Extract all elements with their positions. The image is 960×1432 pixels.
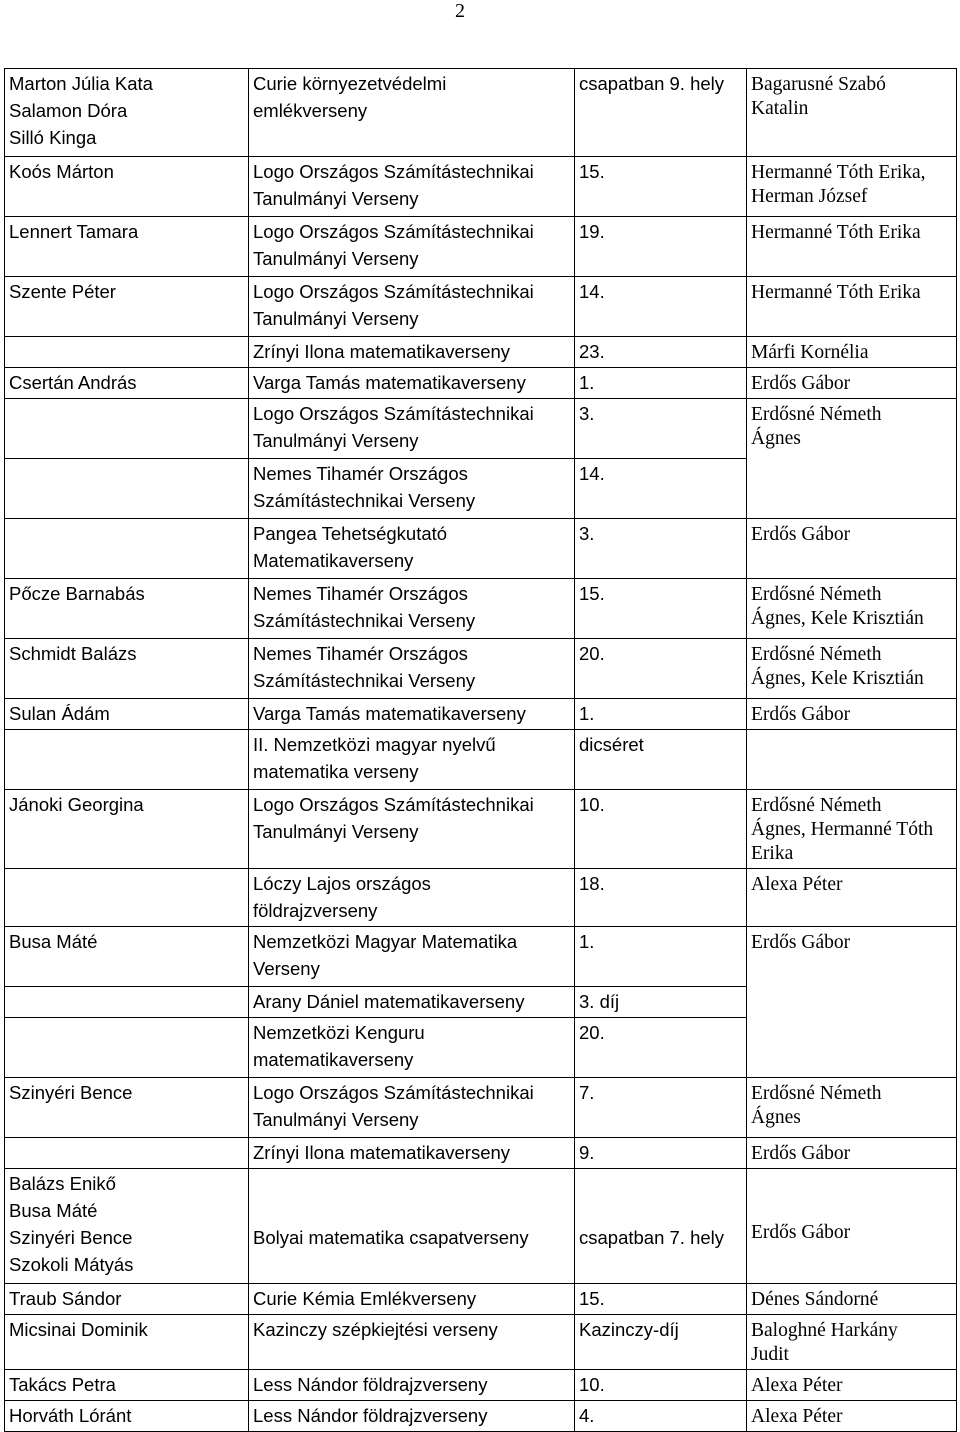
competition-line: Számítástechnikai Verseny	[253, 670, 476, 691]
teacher-cell	[747, 869, 957, 927]
student-name-line: Marton Júlia Kata	[9, 73, 153, 94]
result-line: 18.	[579, 873, 605, 894]
result-cell	[575, 1138, 747, 1169]
teacher-line: Ágnes, Hermanné Tóth	[751, 819, 934, 840]
teacher-line: Bagarusné Szabó	[751, 74, 886, 95]
competition-line	[253, 1251, 571, 1278]
competition-cell	[249, 1078, 575, 1138]
competition-line: Tanulmányi Verseny	[253, 1109, 419, 1130]
table-row	[5, 399, 957, 459]
competition-line: matematikaverseny	[253, 1049, 414, 1070]
competition-cell	[249, 1138, 575, 1169]
student-name-cell	[5, 1169, 249, 1284]
result-line: 15.	[579, 1288, 605, 1309]
result-cell	[575, 639, 747, 699]
result-cell	[575, 337, 747, 368]
teacher-cell	[747, 579, 957, 639]
result-cell	[575, 399, 747, 459]
competition-line: Tanulmányi Verseny	[253, 308, 419, 329]
table-row	[5, 1401, 957, 1432]
table-row	[5, 869, 957, 927]
teacher-line: Erdős Gábor	[751, 1143, 851, 1164]
student-name-line	[9, 400, 245, 427]
student-name-line: Szinyéri Bence	[9, 1227, 133, 1248]
result-line: dicséret	[579, 734, 644, 755]
student-name-line	[9, 988, 245, 1015]
competition-line: Kazinczy szépkiejtési verseny	[253, 1319, 498, 1340]
teacher-line	[751, 1173, 953, 1197]
competition-cell	[249, 69, 575, 157]
competition-line: Logo Országos Számítástechnikai	[253, 161, 534, 182]
result-line: 19.	[579, 221, 605, 242]
teacher-line: Erdős Gábor	[751, 932, 851, 953]
result-line: 14.	[579, 281, 605, 302]
teacher-line: Erdősné Németh	[751, 404, 882, 425]
teacher-cell	[747, 1370, 957, 1401]
result-line: csapatban 9. hely	[579, 73, 725, 94]
result-line: 1.	[579, 372, 595, 393]
table-row	[5, 217, 957, 277]
competition-line: Bolyai matematika csapatverseny	[253, 1227, 529, 1248]
teacher-cell	[747, 368, 957, 399]
teacher-line: Katalin	[751, 98, 809, 119]
teacher-cell	[747, 337, 957, 368]
teacher-cell	[747, 399, 957, 519]
competition-cell	[249, 699, 575, 730]
table-row	[5, 519, 957, 579]
teacher-line: Alexa Péter	[751, 1406, 843, 1427]
teacher-line: Erdős Gábor	[751, 524, 851, 545]
teacher-cell	[747, 277, 957, 337]
competition-line: Számítástechnikai Verseny	[253, 610, 476, 631]
student-name-cell	[5, 1370, 249, 1401]
teacher-line: Erdős Gábor	[751, 1222, 851, 1243]
competition-line	[253, 1170, 571, 1197]
teacher-cell	[747, 1401, 957, 1432]
competition-cell	[249, 869, 575, 927]
student-name-line	[9, 1019, 245, 1046]
competition-cell	[249, 987, 575, 1018]
result-line: 3. díj	[579, 991, 620, 1012]
result-line: 3.	[579, 523, 595, 544]
competition-line: Tanulmányi Verseny	[253, 188, 419, 209]
student-name-cell	[5, 459, 249, 519]
teacher-line: Erdős Gábor	[751, 704, 851, 725]
result-cell	[575, 157, 747, 217]
competition-line: Less Nándor földrajzverseny	[253, 1405, 488, 1426]
teacher-line: Alexa Péter	[751, 874, 843, 895]
student-name-cell	[5, 217, 249, 277]
teacher-cell	[747, 730, 957, 790]
student-name-line: Szokoli Mátyás	[9, 1254, 134, 1275]
teacher-line: Erdősné Németh	[751, 584, 882, 605]
student-name-line: Szinyéri Bence	[9, 1082, 133, 1103]
student-name-line	[9, 870, 245, 897]
competition-cell	[249, 368, 575, 399]
competition-line: Logo Országos Számítástechnikai	[253, 794, 534, 815]
student-name-cell	[5, 1284, 249, 1315]
competition-cell	[249, 639, 575, 699]
teacher-line	[751, 1245, 953, 1269]
competition-line: Logo Országos Számítástechnikai	[253, 1082, 534, 1103]
competition-line: Arany Dániel matematikaverseny	[253, 991, 525, 1012]
result-cell	[575, 579, 747, 639]
result-line	[579, 1170, 743, 1197]
table-row	[5, 337, 957, 368]
result-cell	[575, 699, 747, 730]
student-name-cell	[5, 730, 249, 790]
table-row	[5, 730, 957, 790]
competition-line: földrajzverseny	[253, 900, 378, 921]
competition-line: Zrínyi Ilona matematikaverseny	[253, 341, 511, 362]
result-line: 7.	[579, 1082, 595, 1103]
result-cell	[575, 217, 747, 277]
result-cell	[575, 69, 747, 157]
competition-line: Varga Tamás matematikaverseny	[253, 703, 526, 724]
student-name-cell	[5, 1018, 249, 1078]
result-cell	[575, 368, 747, 399]
competition-cell	[249, 790, 575, 869]
teacher-cell	[747, 1078, 957, 1138]
student-name-cell	[5, 337, 249, 368]
table-row	[5, 277, 957, 337]
competition-line: Nemzetközi Magyar Matematika	[253, 931, 518, 952]
table-row	[5, 1315, 957, 1370]
competition-line: Logo Országos Számítástechnikai	[253, 403, 534, 424]
teacher-line: Dénes Sándorné	[751, 1289, 879, 1310]
competition-cell	[249, 579, 575, 639]
student-name-line: Salamon Dóra	[9, 100, 128, 121]
student-name-line: Schmidt Balázs	[9, 643, 137, 664]
teacher-line: Erdős Gábor	[751, 373, 851, 394]
student-name-cell	[5, 399, 249, 459]
competition-line: Nemes Tihamér Országos	[253, 583, 468, 604]
student-name-line: Busa Máté	[9, 931, 98, 952]
teacher-line: Hermanné Tóth Erika,	[751, 162, 926, 183]
teacher-cell	[747, 1169, 957, 1284]
student-name-cell	[5, 69, 249, 157]
result-line: 3.	[579, 403, 595, 424]
student-name-line: Sulan Ádám	[9, 703, 110, 724]
competition-line: emlékverseny	[253, 100, 368, 121]
competition-line: Lóczy Lajos országos	[253, 873, 431, 894]
teacher-line	[751, 734, 953, 758]
competition-cell	[249, 1401, 575, 1432]
student-name-line: Pőcze Barnabás	[9, 583, 145, 604]
student-name-cell	[5, 157, 249, 217]
result-line: 9.	[579, 1142, 595, 1163]
table-row	[5, 1370, 957, 1401]
student-name-cell	[5, 869, 249, 927]
teacher-cell	[747, 927, 957, 1078]
student-name-cell	[5, 1401, 249, 1432]
competition-cell	[249, 1370, 575, 1401]
competition-cell	[249, 277, 575, 337]
teacher-line: Márfi Kornélia	[751, 342, 869, 363]
student-name-line	[9, 731, 245, 758]
teacher-line: Erdősné Németh	[751, 795, 882, 816]
table-row	[5, 1138, 957, 1169]
competition-line: Nemes Tihamér Országos	[253, 463, 468, 484]
result-cell	[575, 1315, 747, 1370]
competition-cell	[249, 337, 575, 368]
teacher-cell	[747, 639, 957, 699]
result-line: 1.	[579, 931, 595, 952]
result-cell	[575, 790, 747, 869]
table-row	[5, 69, 957, 157]
table-row	[5, 1169, 957, 1284]
competition-line	[253, 1197, 571, 1224]
student-name-line: Takács Petra	[9, 1374, 116, 1395]
student-name-line: Micsinai Dominik	[9, 1319, 148, 1340]
result-cell	[575, 277, 747, 337]
student-name-line: Lennert Tamara	[9, 221, 139, 242]
competition-line: Tanulmányi Verseny	[253, 821, 419, 842]
table-row	[5, 368, 957, 399]
teacher-cell	[747, 69, 957, 157]
teacher-line: Baloghné Harkány	[751, 1320, 898, 1341]
student-name-cell	[5, 579, 249, 639]
results-table-body	[5, 69, 957, 1432]
result-line: 15.	[579, 583, 605, 604]
competition-cell	[249, 730, 575, 790]
competition-cell	[249, 1315, 575, 1370]
student-name-cell	[5, 699, 249, 730]
teacher-line: Erika	[751, 843, 794, 864]
table-row	[5, 927, 957, 987]
result-cell	[575, 1284, 747, 1315]
competition-line: Tanulmányi Verseny	[253, 430, 419, 451]
teacher-line: Alexa Péter	[751, 1375, 843, 1396]
teacher-cell	[747, 1315, 957, 1370]
result-cell	[575, 519, 747, 579]
teacher-line: Erdősné Németh	[751, 1083, 882, 1104]
student-name-line: Horváth Lóránt	[9, 1405, 132, 1426]
result-cell	[575, 730, 747, 790]
table-row	[5, 699, 957, 730]
competition-line: Less Nándor földrajzverseny	[253, 1374, 488, 1395]
student-name-cell	[5, 519, 249, 579]
competition-cell	[249, 157, 575, 217]
result-line: 10.	[579, 1374, 605, 1395]
result-line: 23.	[579, 341, 605, 362]
student-name-line	[9, 338, 245, 365]
student-name-line: Koós Márton	[9, 161, 114, 182]
result-cell	[575, 459, 747, 519]
teacher-cell	[747, 699, 957, 730]
result-line: 20.	[579, 1022, 605, 1043]
competition-cell	[249, 519, 575, 579]
teacher-line: Ágnes	[751, 428, 801, 449]
student-name-line: Silló Kinga	[9, 127, 97, 148]
competition-line: Verseny	[253, 958, 320, 979]
student-name-line: Jánoki Georgina	[9, 794, 144, 815]
table-row	[5, 1078, 957, 1138]
teacher-line: Ágnes, Kele Krisztián	[751, 608, 924, 629]
competition-cell	[249, 399, 575, 459]
student-name-line	[9, 520, 245, 547]
competition-line: Logo Országos Számítástechnikai	[253, 221, 534, 242]
teacher-line: Herman József	[751, 186, 868, 207]
student-name-cell	[5, 927, 249, 987]
student-name-line	[9, 460, 245, 487]
result-line: 20.	[579, 643, 605, 664]
teacher-line: Ágnes	[751, 1107, 801, 1128]
table-row	[5, 157, 957, 217]
competition-cell	[249, 1169, 575, 1284]
competition-line: Matematikaverseny	[253, 550, 414, 571]
result-line: 14.	[579, 463, 605, 484]
teacher-line: Judit	[751, 1344, 789, 1365]
student-name-line: Busa Máté	[9, 1200, 98, 1221]
table-row	[5, 639, 957, 699]
teacher-line	[751, 1197, 953, 1221]
teacher-cell	[747, 217, 957, 277]
result-cell	[575, 987, 747, 1018]
competition-line: Varga Tamás matematikaverseny	[253, 372, 526, 393]
result-cell	[575, 1401, 747, 1432]
student-name-cell	[5, 790, 249, 869]
result-cell	[575, 1078, 747, 1138]
student-name-cell	[5, 277, 249, 337]
student-name-line: Traub Sándor	[9, 1288, 122, 1309]
result-line	[579, 1197, 743, 1224]
competition-line: Pangea Tehetségkutató	[253, 523, 448, 544]
teacher-cell	[747, 1138, 957, 1169]
competition-line: matematika verseny	[253, 761, 419, 782]
table-row	[5, 1284, 957, 1315]
student-name-cell	[5, 1315, 249, 1370]
teacher-cell	[747, 1284, 957, 1315]
result-line: 10.	[579, 794, 605, 815]
result-line: 1.	[579, 703, 595, 724]
result-line: csapatban 7. hely	[579, 1227, 725, 1248]
result-cell	[575, 869, 747, 927]
result-cell	[575, 927, 747, 987]
student-name-cell	[5, 1138, 249, 1169]
competition-line: Zrínyi Ilona matematikaverseny	[253, 1142, 511, 1163]
result-cell	[575, 1169, 747, 1284]
competition-cell	[249, 1284, 575, 1315]
student-name-cell	[5, 1078, 249, 1138]
teacher-line: Hermanné Tóth Erika	[751, 222, 921, 243]
teacher-line: Erdősné Németh	[751, 644, 882, 665]
table-row	[5, 790, 957, 869]
competition-line: Nemes Tihamér Országos	[253, 643, 468, 664]
result-line	[579, 1251, 743, 1278]
student-name-line: Csertán András	[9, 372, 137, 393]
competition-cell	[249, 1018, 575, 1078]
results-table	[4, 68, 957, 1432]
student-name-line	[9, 1139, 245, 1166]
student-name-cell	[5, 639, 249, 699]
competition-line: Curie Kémia Emlékverseny	[253, 1288, 477, 1309]
teacher-cell	[747, 157, 957, 217]
student-name-cell	[5, 987, 249, 1018]
competition-line: Számítástechnikai Verseny	[253, 490, 476, 511]
teacher-cell	[747, 790, 957, 869]
competition-cell	[249, 459, 575, 519]
result-line: Kazinczy-díj	[579, 1319, 679, 1340]
competition-line: Curie környezetvédelmi	[253, 73, 447, 94]
competition-line: Nemzetközi Kenguru	[253, 1022, 425, 1043]
competition-line: II. Nemzetközi magyar nyelvű	[253, 734, 496, 755]
competition-line: Logo Országos Számítástechnikai	[253, 281, 534, 302]
teacher-line: Hermanné Tóth Erika	[751, 282, 921, 303]
teacher-cell	[747, 519, 957, 579]
student-name-line: Balázs Enikő	[9, 1173, 116, 1194]
result-line: 15.	[579, 161, 605, 182]
page-number: 2	[455, 0, 465, 22]
table-row	[5, 579, 957, 639]
result-line: 4.	[579, 1405, 595, 1426]
result-cell	[575, 1018, 747, 1078]
result-cell	[575, 1370, 747, 1401]
competition-line: Tanulmányi Verseny	[253, 248, 419, 269]
competition-cell	[249, 927, 575, 987]
competition-cell	[249, 217, 575, 277]
student-name-cell	[5, 368, 249, 399]
teacher-line: Ágnes, Kele Krisztián	[751, 668, 924, 689]
student-name-line: Szente Péter	[9, 281, 116, 302]
